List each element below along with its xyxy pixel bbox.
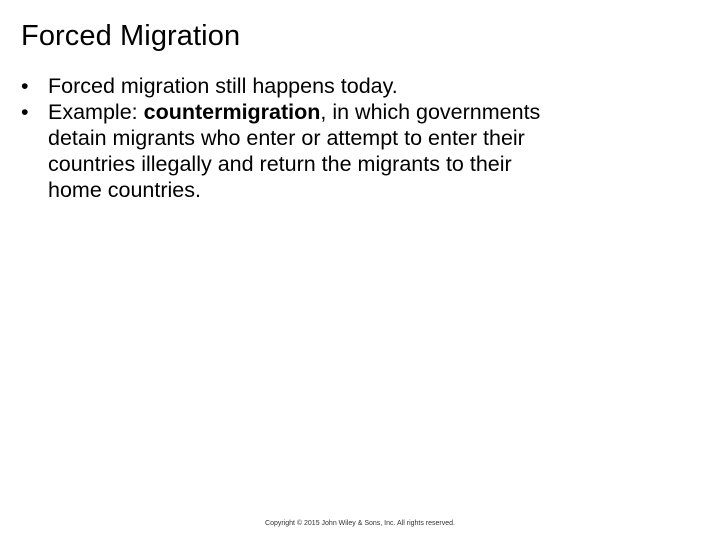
bullet-item-1 xyxy=(21,73,541,99)
copyright-footer: Copyright © 2015 John Wiley & Sons, Inc. All rights reserved. xyxy=(265,520,455,527)
bullet-item-2 xyxy=(21,99,541,203)
bullet-term: countermigration xyxy=(143,100,321,124)
bullet-dot-icon: • xyxy=(21,100,29,124)
bullet-prefix: Example: xyxy=(48,100,144,124)
slide-title: Forced Migration xyxy=(21,20,241,52)
bullet-text: Forced migration still happens today. xyxy=(48,74,398,98)
bullet-suffix: , in which governments detain migrants who enter or attempt to enter their countries illegally and return the migrants to their home countries. xyxy=(48,100,541,202)
bullet-list xyxy=(21,73,541,203)
bullet-dot-icon: • xyxy=(21,74,29,98)
